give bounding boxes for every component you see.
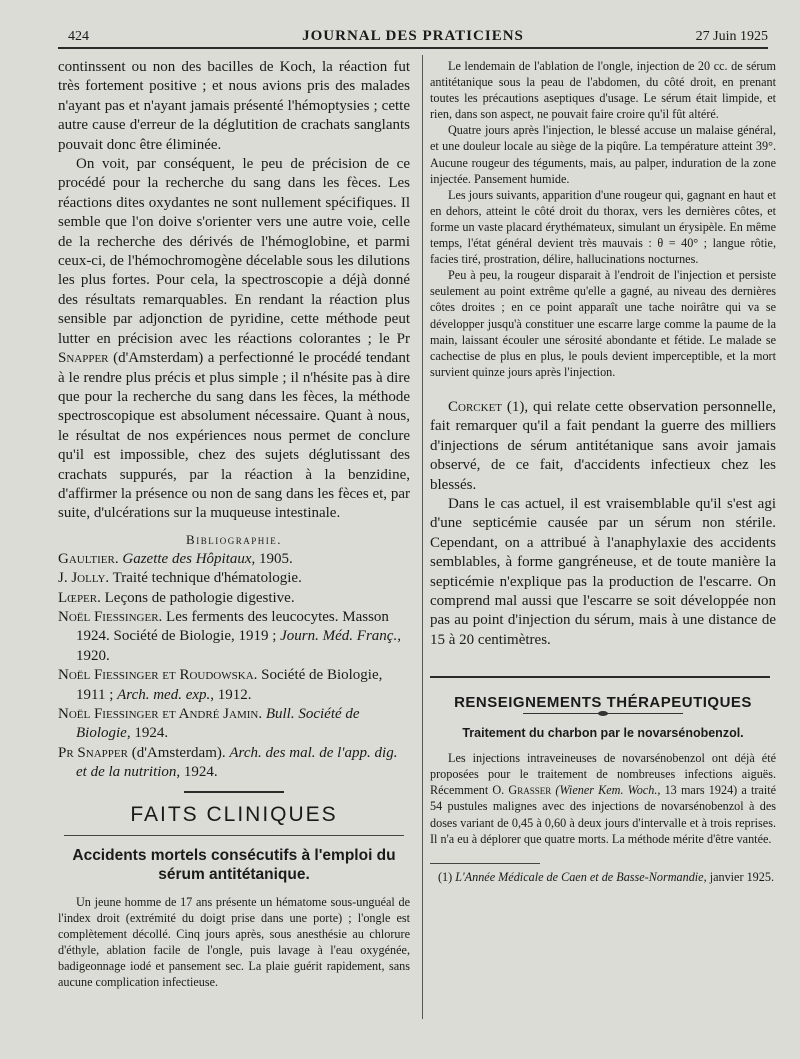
article-title: Traitement du charbon par le novarsénobenzol. xyxy=(462,726,744,741)
column-divider xyxy=(422,55,423,1019)
section-separator xyxy=(184,791,284,793)
footnote-rule xyxy=(430,863,540,864)
bibliography-entry: Noël Fiessinger et André Jamin. Bull. Société de Biologie, 1924. xyxy=(58,706,360,742)
section-rule xyxy=(64,835,404,836)
bibliography-title: Bibliographie. xyxy=(186,531,282,547)
bibliography-entry: Pr Snapper (d'Amsterdam). Arch. des mal. de l'app. dig. et de la nutrition, 1924. xyxy=(58,744,398,781)
article-title: Accidents mortels consécutifs à l'emploi du sérum antitétanique. xyxy=(72,846,396,883)
paragraph: Dans le cas actuel, il est vraisemblable qu'il s'est agi d'une septicémie causée par un sérum non stérile. Cependant, on a attribué à l'anaphylaxie des accidents semblables, à forme gangréneuse, et de toute manière la septicémie n'explique pas la production de l'escarre. On comprend mal aussi que l'escarre se soit développée non pas au point d'injection du sérum, mais à une distance de 15 à 20 centimètres. xyxy=(430,495,776,648)
paragraph: Peu à peu, la rougeur disparait à l'endroit de l'injection et persiste seulement au point extrême qu'elle a gagné, au niveau des dernières côtes droites ; en ce point apparaît une tache noirâtre qui va se développer jusqu'à constituer une escarre large comme la paume de la main, laissant écouler une sérosité abondante et fétide. Le malade se cachectise de plus en plus, le pouls devient imperceptible, et la mort survient quinze jours après l'injection. xyxy=(430,268,776,379)
paragraph: Un jeune homme de 17 ans présente un hématome sous-unguéal de l'index droit (extrémité du doigt prise dans une porte) ; l'ongle est complètement décollé. Cinq jours après, sous anesthésie au chlorure d'éthyle, ablation facile de l'ongle, puis lavage à l'eau oxygénée, badigeonnage iodé et pansement sec. La plaie guérit rapidement, sans aucune complication infectieuse. xyxy=(58,894,410,990)
bibliography-entry: Noël Fiessinger et Roudowska. Société de Biologie, 1911 ; Arch. med. exp., 1912. xyxy=(58,667,383,703)
footnote: (1) L'Année Médicale de Caen et de Basse-Normandie, janvier 1925. xyxy=(438,869,774,884)
bibliography-entry: Lœper. Leçons de pathologie digestive. xyxy=(58,589,295,606)
paragraph: Quatre jours après l'injection, le blessé accuse un malaise général, et une douleur locale au siège de la piqûre. La température atteint 39°. Aucune rougeur des téguments, mais, au palper, induration de la zone injectée. Pansement humide. xyxy=(430,123,776,186)
right-column xyxy=(430,58,776,885)
bibliography-entry: Gaultier. Gazette des Hôpitaux, 1905. xyxy=(58,550,293,567)
page-number: 424 xyxy=(68,29,89,44)
left-column xyxy=(58,58,410,990)
bibliography-entry: Noël Fiessinger. Les ferments des leucocytes. Masson 1924. Société de Biologie, 1919 ; Journ. Méd. Franç., 1920. xyxy=(58,608,401,664)
paragraph: On voit, par conséquent, le peu de précision de ce procédé pour la recherche du sang dans les fèces. Les réactions dites oxydantes ne sont nullement spécifiques. Il semble que l'on doive s'orienter vers une autre voie, celle de la recherche des dérivés de l'hémoglobine, et parmi ceux-ci, de l'hémochromogène décelable sous les dilutions les plus fortes. Pour cela, la spectroscopie a déjà donné des résultats remarquables. En rendant la réaction plus sensible par adjonction de pyridine, cette méthode peut lutter en précision avec les réactions colorantes ; le Pr Snapper (d'Amsterdam) a perfectionné le procédé tendant à le rendre plus précis et plus simple ; il n'hésite pas à dire que pour la recherche du sang dans les fèces, la méthode spectroscopique est absolument nécessaire. Quant à nous, le résultat de nos expériences nous permet de conclure qu'il est impossible, chez des sujets déglutissant des crachats suppurés, par la réaction à la benzidine, d'affirmer la présence ou non de sang dans les fèces et, par suite, d'ulcérations sur la muqueuse intestinale. xyxy=(58,156,411,522)
ornament-rule xyxy=(523,713,683,714)
paragraph: Corcket (1), qui relate cette observation personnelle, fait remarquer qu'il a fait pendant la guerre des milliers d'injections de sérum antitétanique sans avoir jamais observé, de ce fait, d'accidents infectieux chez les blessés. xyxy=(430,398,776,493)
page-header xyxy=(58,24,768,44)
paragraph: Le lendemain de l'ablation de l'ongle, injection de 20 cc. de sérum antitétanique sous la peau de l'abdomen, du côté droit, en prenant toutes les précautions aseptiques d'usage. Le sérum était limpide, et rien, dans son aspect, ne pouvait faire croire qu'il fût altéré. xyxy=(430,59,776,122)
issue-date: 27 Juin 1925 xyxy=(695,29,768,44)
section-title: RENSEIGNEMENTS THÉRAPEUTIQUES xyxy=(454,694,752,712)
bibliography-list xyxy=(58,550,410,783)
header-rule xyxy=(58,47,768,49)
paragraph: Les jours suivants, apparition d'une rougeur qui, gagnant en haut et en dehors, atteint le côté droit du thorax, vers les dernières côtes, et forme un vaste placard érythémateux, simulant un érysipèle. En même temps, l'état général devient très mauvais : θ = 40° ; langue rôtie, facies tiré, prostration, délire, hallucinations nocturnes. xyxy=(430,187,776,267)
section-title: FAITS CLINIQUES xyxy=(130,802,338,826)
bibliography-entry: J. Jolly. Traité technique d'hématologie. xyxy=(58,570,302,587)
paragraph: continssent ou non des bacilles de Koch, la réaction fut très fortement positive ; et nous avions pris des malades n'ayant pas et n'ayant jamais présenté l'hémoptysies ; cette autre cause d'erreur de la déglutition de crachats sanglants pouvait donc être éliminée. xyxy=(58,59,410,153)
section-separator xyxy=(430,676,770,678)
paragraph: Les injections intraveineuses de novarsénobenzol ont déjà été proposées pour le traitement de nombreuses infections aiguës. Récemment O. Grasser (Wiener Kem. Woch., 13 mars 1924) a traité 54 pustules malignes avec des injections de novarsénobenzol à des doses variant de 0,45 à 0,60 à deux jours d'intervalle et à trois reprises. Il n'a eu à déplorer que quatre morts. La méthode mérite d'être vantée. xyxy=(430,751,776,846)
journal-title: JOURNAL DES PRATICIENS xyxy=(302,28,524,44)
